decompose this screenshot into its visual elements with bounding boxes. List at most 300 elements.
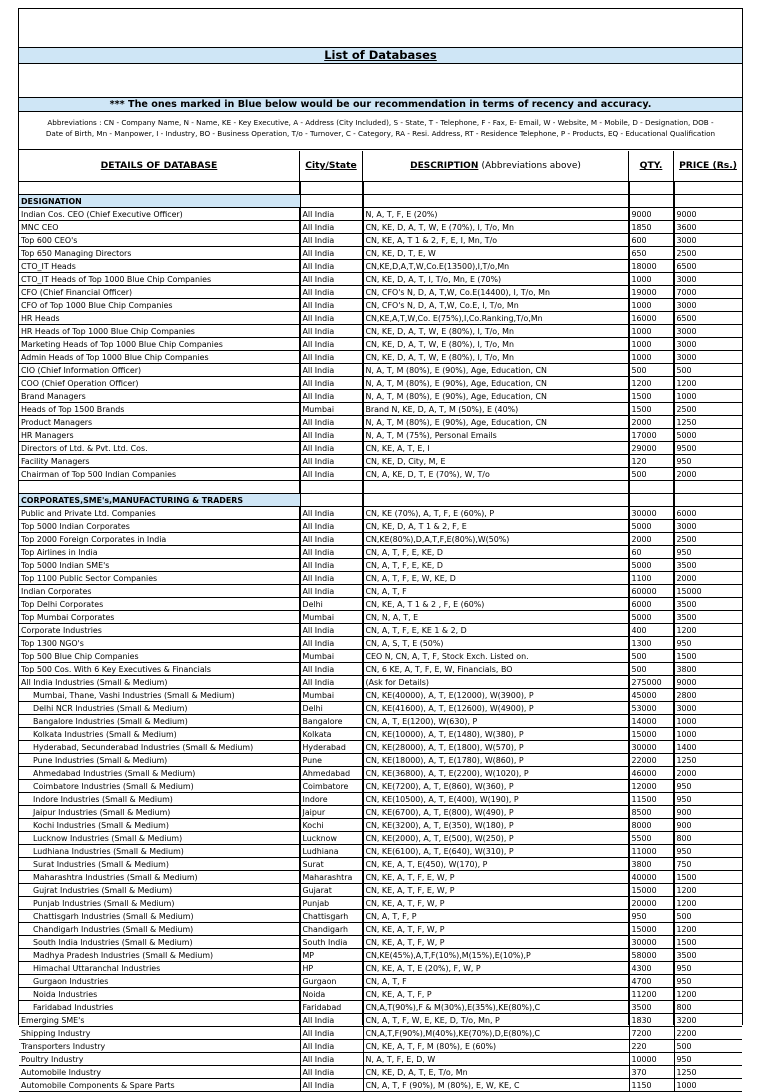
city-cell: All India: [300, 221, 363, 234]
table-row: [19, 650, 742, 663]
empty-cell: [363, 494, 629, 507]
database-name-cell: Jaipur Industries (Small & Medium): [19, 806, 300, 819]
database-name-cell: Chairman of Top 500 Indian Companies: [19, 468, 300, 481]
database-name-cell: Top 2000 Foreign Corporates in India: [19, 533, 300, 546]
description-cell: CN, A, T, F, E, KE, D: [363, 546, 629, 559]
description-cell: CN, KE, A, T, E, I: [363, 442, 629, 455]
price-cell: 1000: [674, 390, 742, 403]
table-row: [19, 299, 742, 312]
price-cell: 3000: [674, 325, 742, 338]
qty-cell: 10000: [629, 1053, 674, 1066]
description-cell: CN, A, T, F, E, KE 1 & 2, D: [363, 624, 629, 637]
table-row: [19, 780, 742, 793]
description-cell: CN, KE(2000), A, T, E(500), W(250), P: [363, 832, 629, 845]
database-name-cell: Noida Industries: [19, 988, 300, 1001]
qty-cell: 600: [629, 234, 674, 247]
qty-cell: 14000: [629, 715, 674, 728]
price-cell: 1500: [674, 650, 742, 663]
city-cell: Chandigarh: [300, 923, 363, 936]
table-row: [19, 364, 742, 377]
price-cell: 1400: [674, 741, 742, 754]
city-cell: All India: [300, 1079, 363, 1092]
qty-cell: 15000: [629, 923, 674, 936]
price-cell: 9500: [674, 442, 742, 455]
database-name-cell: Emerging SME's: [19, 1014, 300, 1027]
table-row: [19, 988, 742, 1001]
city-cell: Coimbatore: [300, 780, 363, 793]
table-row: [19, 975, 742, 988]
description-cell: (Ask for Details): [363, 676, 629, 689]
database-name-cell: Kochi Industries (Small & Medium): [19, 819, 300, 832]
city-cell: Faridabad: [300, 1001, 363, 1014]
city-cell: Mumbai: [300, 611, 363, 624]
database-name-cell: COO (Chief Operation Officer): [19, 377, 300, 390]
city-cell: All India: [300, 624, 363, 637]
qty-cell: 5000: [629, 559, 674, 572]
table-row: [19, 728, 742, 741]
description-cell: Brand N, KE, D, A, T, M (50%), E (40%): [363, 403, 629, 416]
description-cell: CN, KE(28000), A, T, E(1800), W(570), P: [363, 741, 629, 754]
database-name-cell: Surat Industries (Small & Medium): [19, 858, 300, 871]
empty-cell: [674, 494, 742, 507]
database-name-cell: Facility Managers: [19, 455, 300, 468]
description-cell: CN, KE, A, T, F, W, P: [363, 897, 629, 910]
price-cell: 3000: [674, 234, 742, 247]
database-name-cell: CTO_IT Heads of Top 1000 Blue Chip Companies: [19, 273, 300, 286]
price-cell: 500: [674, 1040, 742, 1053]
table-row: [19, 871, 742, 884]
city-cell: All India: [300, 312, 363, 325]
database-name-cell: Top Mumbai Corporates: [19, 611, 300, 624]
database-name-cell: CTO_IT Heads: [19, 260, 300, 273]
qty-cell: 30000: [629, 936, 674, 949]
section-title: CORPORATES,SME's,MANUFACTURING & TRADERS: [19, 494, 300, 507]
city-cell: MP: [300, 949, 363, 962]
description-cell: CN, KE, A, T, F, E, W, P: [363, 871, 629, 884]
price-cell: 1200: [674, 923, 742, 936]
table-row: [19, 1066, 742, 1079]
section-row: [19, 494, 742, 507]
database-name-cell: Kolkata Industries (Small & Medium): [19, 728, 300, 741]
table-row: [19, 1053, 742, 1066]
database-name-cell: Lucknow Industries (Small & Medium): [19, 832, 300, 845]
description-cell: CN,KE,D,A,T,W,Co.E(13500),I,T/o,Mn: [363, 260, 629, 273]
empty-cell: [300, 182, 363, 195]
city-cell: Noida: [300, 988, 363, 1001]
database-name-cell: Top 5000 Indian SME's: [19, 559, 300, 572]
qty-cell: 400: [629, 624, 674, 637]
qty-cell: 1500: [629, 403, 674, 416]
description-cell: CN, A, T, F, E, KE, D: [363, 559, 629, 572]
qty-cell: 4700: [629, 975, 674, 988]
table-row: [19, 962, 742, 975]
description-cell: CN, KE(36800), A, T, E(2200), W(1020), P: [363, 767, 629, 780]
qty-cell: 45000: [629, 689, 674, 702]
header-description: DESCRIPTION (Abbreviations above): [410, 161, 581, 171]
table-row: [19, 1079, 742, 1092]
description-cell: CN, KE (70%), A, T, F, E (60%), P: [363, 507, 629, 520]
table-row: [19, 403, 742, 416]
price-cell: 3000: [674, 273, 742, 286]
table-row: [19, 533, 742, 546]
table-row: [19, 429, 742, 442]
database-name-cell: Indian Cos. CEO (Chief Executive Officer): [19, 208, 300, 221]
price-cell: 3000: [674, 520, 742, 533]
city-cell: HP: [300, 962, 363, 975]
city-cell: All India: [300, 234, 363, 247]
table-row: [19, 247, 742, 260]
city-cell: Mumbai: [300, 650, 363, 663]
description-cell: N, A, T, M (75%), Personal Emails: [363, 429, 629, 442]
table-row: [19, 767, 742, 780]
price-cell: 3500: [674, 598, 742, 611]
qty-cell: 2000: [629, 533, 674, 546]
qty-cell: 950: [629, 910, 674, 923]
city-cell: All India: [300, 663, 363, 676]
description-cell: CN, KE, D, City, M, E: [363, 455, 629, 468]
recommendation-row: [19, 97, 742, 112]
database-name-cell: Top 500 Cos. With 6 Key Executives & Financials: [19, 663, 300, 676]
description-cell: CN, KE, D, A, T, E, T/o, Mn: [363, 1066, 629, 1079]
database-name-cell: CFO of Top 1000 Blue Chip Companies: [19, 299, 300, 312]
city-cell: Pune: [300, 754, 363, 767]
section-title: DESIGNATION: [19, 195, 300, 208]
database-name-cell: Coimbatore Industries (Small & Medium): [19, 780, 300, 793]
database-name-cell: Madhya Pradesh Industries (Small & Medium): [19, 949, 300, 962]
qty-cell: 1000: [629, 338, 674, 351]
empty-cell: [300, 494, 363, 507]
description-cell: CN, KE, D, A, T, W, E (80%), I, T/o, Mn: [363, 351, 629, 364]
city-cell: All India: [300, 351, 363, 364]
description-cell: CN, KE(18000), A, T, E(1780), W(860), P: [363, 754, 629, 767]
qty-cell: 9000: [629, 208, 674, 221]
qty-cell: 16000: [629, 312, 674, 325]
city-cell: Jaipur: [300, 806, 363, 819]
price-cell: 1200: [674, 624, 742, 637]
qty-cell: 275000: [629, 676, 674, 689]
qty-cell: 12000: [629, 780, 674, 793]
price-cell: 3200: [674, 1014, 742, 1027]
city-cell: All India: [300, 637, 363, 650]
database-name-cell: Top Delhi Corporates: [19, 598, 300, 611]
database-name-cell: South India Industries (Small & Medium): [19, 936, 300, 949]
table-row: [19, 507, 742, 520]
price-cell: 1000: [674, 715, 742, 728]
database-name-cell: Gujrat Industries (Small & Medium): [19, 884, 300, 897]
qty-cell: 1200: [629, 377, 674, 390]
database-name-cell: Public and Private Ltd. Companies: [19, 507, 300, 520]
description-cell: CN, A, T, F (90%), M (80%), E, W, KE, C: [363, 1079, 629, 1092]
city-cell: All India: [300, 260, 363, 273]
price-cell: 1250: [674, 416, 742, 429]
price-cell: 3000: [674, 702, 742, 715]
city-cell: All India: [300, 1066, 363, 1079]
price-cell: 6500: [674, 260, 742, 273]
city-cell: All India: [300, 390, 363, 403]
city-cell: All India: [300, 416, 363, 429]
table-row: [19, 273, 742, 286]
qty-cell: 1830: [629, 1014, 674, 1027]
description-cell: CN, KE, D, A, T, W, E (80%), I, T/o, Mn: [363, 325, 629, 338]
price-cell: 2500: [674, 247, 742, 260]
empty-cell: [300, 481, 363, 494]
description-cell: CN, KE(41600), A, T, E(12600), W(4900), P: [363, 702, 629, 715]
table-row: [19, 832, 742, 845]
price-cell: 800: [674, 1001, 742, 1014]
city-cell: All India: [300, 273, 363, 286]
description-cell: CN, KE(3200), A, T, E(350), W(180), P: [363, 819, 629, 832]
city-cell: All India: [300, 546, 363, 559]
description-cell: CN, A, T, E(1200), W(630), P: [363, 715, 629, 728]
description-cell: CN, A, T, F, W, E, KE, D, T/o, Mn, P: [363, 1014, 629, 1027]
city-cell: All India: [300, 455, 363, 468]
price-cell: 950: [674, 962, 742, 975]
description-cell: CN,A,T,F(90%),M(40%),KE(70%),D,E(80%),C: [363, 1027, 629, 1040]
table-row: [19, 312, 742, 325]
database-name-cell: Ludhiana Industries (Small & Medium): [19, 845, 300, 858]
price-cell: 800: [674, 832, 742, 845]
database-name-cell: Top 5000 Indian Corporates: [19, 520, 300, 533]
qty-cell: 5000: [629, 520, 674, 533]
city-cell: Ahmedabad: [300, 767, 363, 780]
description-cell: N, A, T, F, E, D, W: [363, 1053, 629, 1066]
table-row: [19, 676, 742, 689]
document-title-row: [19, 47, 742, 64]
description-cell: CN, 6 KE, A, T, F, E, W, Financials, BO: [363, 663, 629, 676]
database-name-cell: Top 650 Managing Directors: [19, 247, 300, 260]
price-cell: 1200: [674, 377, 742, 390]
table-row: [19, 585, 742, 598]
price-cell: 6000: [674, 507, 742, 520]
description-cell: CN, KE, A, T, F, M (80%), E (60%): [363, 1040, 629, 1053]
description-cell: CN, KE, A, T, E(450), W(170), P: [363, 858, 629, 871]
qty-cell: 1000: [629, 325, 674, 338]
header-qty: QTY.: [639, 160, 663, 171]
price-cell: 950: [674, 546, 742, 559]
table-row: [19, 1040, 742, 1053]
price-cell: 3500: [674, 611, 742, 624]
price-cell: 6500: [674, 312, 742, 325]
description-cell: CN, KE, A, T, F, P: [363, 988, 629, 1001]
qty-cell: 2000: [629, 416, 674, 429]
city-cell: Gujarat: [300, 884, 363, 897]
empty-cell: [674, 481, 742, 494]
description-cell: CN, KE(6100), A, T, E(640), W(310), P: [363, 845, 629, 858]
database-name-cell: Chandigarh Industries (Small & Medium): [19, 923, 300, 936]
price-cell: 9000: [674, 676, 742, 689]
database-name-cell: Top 500 Blue Chip Companies: [19, 650, 300, 663]
database-name-cell: Marketing Heads of Top 1000 Blue Chip Companies: [19, 338, 300, 351]
abbreviations-line-2: Date of Birth, Mn - Manpower, I - Industry, BO - Business Operation, T/o - Turnover, C - Category, RA - Resi. Address, RT - Residence Telephone, P - Products, EQ - Educational Qualification: [45, 128, 716, 138]
empty-cell: [629, 182, 674, 195]
city-cell: All India: [300, 585, 363, 598]
city-cell: All India: [300, 507, 363, 520]
qty-cell: 58000: [629, 949, 674, 962]
city-cell: All India: [300, 247, 363, 260]
table-row: [19, 325, 742, 338]
description-cell: N, A, T, M (80%), E (90%), Age, Education, CN: [363, 416, 629, 429]
database-name-cell: Delhi NCR Industries (Small & Medium): [19, 702, 300, 715]
price-cell: 1500: [674, 936, 742, 949]
qty-cell: 11500: [629, 793, 674, 806]
description-cell: CN, KE, A, T, E (20%), F, W, P: [363, 962, 629, 975]
database-name-cell: Product Managers: [19, 416, 300, 429]
description-cell: CN, KE(40000), A, T, E(12000), W(3900), P: [363, 689, 629, 702]
blank-row: [19, 182, 742, 195]
price-cell: 3000: [674, 338, 742, 351]
qty-cell: 1300: [629, 637, 674, 650]
qty-cell: 8500: [629, 806, 674, 819]
qty-cell: 60: [629, 546, 674, 559]
city-cell: Lucknow: [300, 832, 363, 845]
price-cell: 750: [674, 858, 742, 871]
qty-cell: 19000: [629, 286, 674, 299]
table-row: [19, 1001, 742, 1014]
description-cell: CN, KE, A, T, F, E, W, P: [363, 884, 629, 897]
price-cell: 500: [674, 364, 742, 377]
empty-cell: [19, 182, 300, 195]
database-name-cell: Gurgaon Industries: [19, 975, 300, 988]
qty-cell: 3800: [629, 858, 674, 871]
city-cell: All India: [300, 572, 363, 585]
database-name-cell: HR Managers: [19, 429, 300, 442]
description-cell: CN, KE, D, A, T, W, E (70%), I, T/o, Mn: [363, 221, 629, 234]
description-cell: N, A, T, M (80%), E (90%), Age, Education, CN: [363, 390, 629, 403]
database-name-cell: MNC CEO: [19, 221, 300, 234]
price-cell: 3000: [674, 299, 742, 312]
spreadsheet-page: [18, 8, 743, 1090]
city-cell: Bangalore: [300, 715, 363, 728]
price-cell: 1200: [674, 897, 742, 910]
city-cell: Mumbai: [300, 689, 363, 702]
empty-cell: [363, 195, 629, 208]
qty-cell: 1100: [629, 572, 674, 585]
database-name-cell: HR Heads: [19, 312, 300, 325]
city-cell: All India: [300, 1027, 363, 1040]
description-cell: CN, KE(7200), A, T, E(860), W(360), P: [363, 780, 629, 793]
city-cell: All India: [300, 208, 363, 221]
qty-cell: 30000: [629, 741, 674, 754]
price-cell: 2200: [674, 1027, 742, 1040]
qty-cell: 17000: [629, 429, 674, 442]
description-cell: CEO N, CN, A, T, F, Stock Exch. Listed on.: [363, 650, 629, 663]
database-name-cell: Chattisgarh Industries (Small & Medium): [19, 910, 300, 923]
table-row: [19, 806, 742, 819]
recommendation-note: *** The ones marked in Blue below would be our recommendation in terms of recency and accuracy.: [109, 99, 652, 110]
qty-cell: 15000: [629, 728, 674, 741]
empty-cell: [363, 182, 629, 195]
description-cell: CN, KE, D, A, T, I, T/o, Mn, E (70%): [363, 273, 629, 286]
table-row: [19, 338, 742, 351]
description-cell: CN, A, T, F, P: [363, 910, 629, 923]
qty-cell: 11200: [629, 988, 674, 1001]
qty-cell: 60000: [629, 585, 674, 598]
table-row: [19, 845, 742, 858]
city-cell: Mumbai: [300, 403, 363, 416]
description-cell: CN, CFO's N, D, A, T,W, Co.E, I, T/o, Mn: [363, 299, 629, 312]
section-row: [19, 195, 742, 208]
document-title: List of Databases: [324, 48, 437, 62]
qty-cell: 370: [629, 1066, 674, 1079]
empty-cell: [629, 494, 674, 507]
qty-cell: 1150: [629, 1079, 674, 1092]
description-cell: CN, KE, A, T 1 & 2 , F, E (60%): [363, 598, 629, 611]
table-row: [19, 260, 742, 273]
qty-cell: 500: [629, 663, 674, 676]
description-cell: CN,KE,A,T,W,Co. E(75%),I,Co.Ranking,T/o,Mn: [363, 312, 629, 325]
description-cell: CN, KE(6700), A, T, E(800), W(490), P: [363, 806, 629, 819]
qty-cell: 1500: [629, 390, 674, 403]
city-cell: All India: [300, 325, 363, 338]
price-cell: 950: [674, 975, 742, 988]
table-row: [19, 598, 742, 611]
qty-cell: 8000: [629, 819, 674, 832]
description-cell: CN, KE, D, T, E, W: [363, 247, 629, 260]
database-name-cell: Top Airlines in India: [19, 546, 300, 559]
description-cell: CN, KE(10500), A, T, E(400), W(190), P: [363, 793, 629, 806]
table-row: [19, 1027, 742, 1040]
header-city: City/State: [305, 160, 357, 171]
price-cell: 5000: [674, 429, 742, 442]
database-name-cell: Indore Industries (Small & Medium): [19, 793, 300, 806]
table-row: [19, 858, 742, 871]
city-cell: All India: [300, 520, 363, 533]
qty-cell: 3500: [629, 1001, 674, 1014]
table-row: [19, 377, 742, 390]
database-name-cell: Indian Corporates: [19, 585, 300, 598]
city-cell: All India: [300, 429, 363, 442]
qty-cell: 500: [629, 650, 674, 663]
description-cell: CN, A, S, T, E (50%): [363, 637, 629, 650]
city-cell: Ludhiana: [300, 845, 363, 858]
table-row: [19, 936, 742, 949]
price-cell: 2500: [674, 403, 742, 416]
database-name-cell: Poultry Industry: [19, 1053, 300, 1066]
description-cell: CN, KE, D, A, T, W, E (80%), I, T/o, Mn: [363, 338, 629, 351]
database-name-cell: CIO (Chief Information Officer): [19, 364, 300, 377]
table-row: [19, 520, 742, 533]
price-cell: 3800: [674, 663, 742, 676]
price-cell: 1000: [674, 1079, 742, 1092]
table-row: [19, 741, 742, 754]
empty-cell: [629, 195, 674, 208]
city-cell: All India: [300, 1040, 363, 1053]
description-cell: CN,KE(80%),D,A,T,F,E(80%),W(50%): [363, 533, 629, 546]
city-cell: All India: [300, 1053, 363, 1066]
blank-row: [19, 481, 742, 494]
description-cell: CN, KE, A, T 1 & 2, F, E, I, Mn, T/o: [363, 234, 629, 247]
qty-cell: 500: [629, 364, 674, 377]
database-name-cell: Maharashtra Industries (Small & Medium): [19, 871, 300, 884]
table-row: [19, 390, 742, 403]
description-cell: N, A, T, M (80%), E (90%), Age, Education, CN: [363, 377, 629, 390]
price-cell: 900: [674, 806, 742, 819]
description-cell: N, A, T, F, E (20%): [363, 208, 629, 221]
qty-cell: 4300: [629, 962, 674, 975]
city-cell: All India: [300, 338, 363, 351]
database-name-cell: Automobile Industry: [19, 1066, 300, 1079]
table-row: [19, 546, 742, 559]
header-price: PRICE (Rs.): [679, 160, 737, 171]
price-cell: 7000: [674, 286, 742, 299]
table-row: [19, 1014, 742, 1027]
database-name-cell: Himachal Uttaranchal Industries: [19, 962, 300, 975]
table-row: [19, 923, 742, 936]
qty-cell: 22000: [629, 754, 674, 767]
city-cell: All India: [300, 377, 363, 390]
price-cell: 2000: [674, 468, 742, 481]
description-cell: CN, A, T, F, E, W, KE, D: [363, 572, 629, 585]
